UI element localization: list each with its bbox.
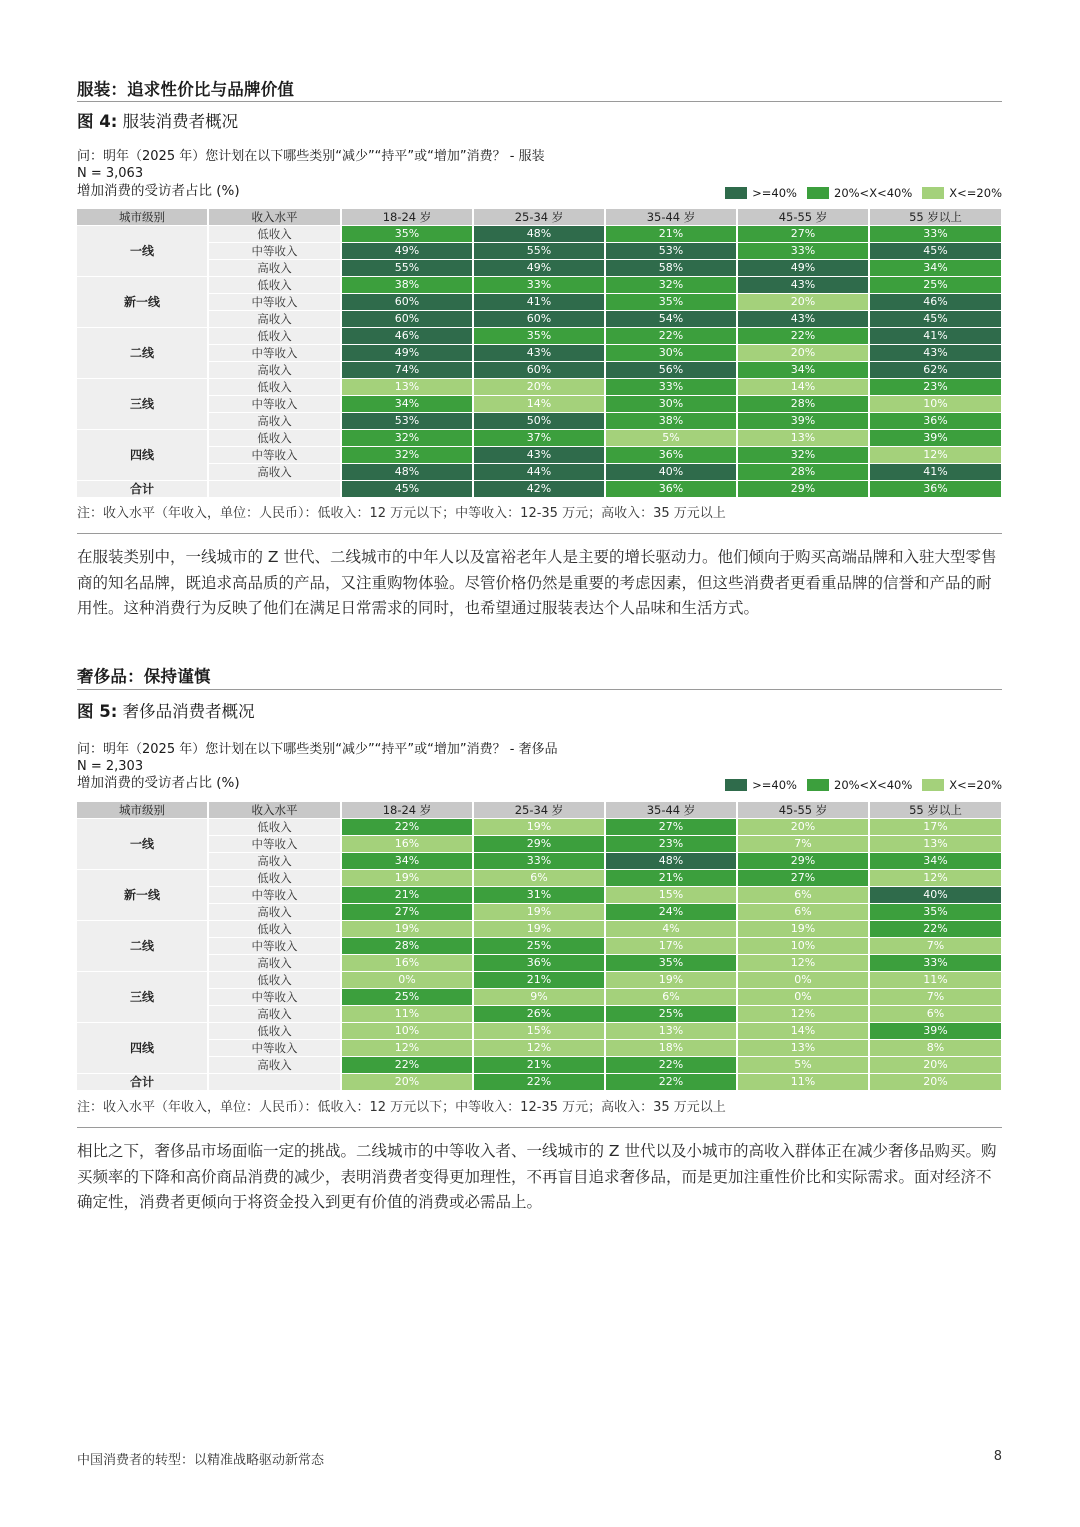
heatmap-table-apparel [77, 209, 1003, 498]
divider [77, 533, 1002, 534]
city-level-cell: 一线 [77, 819, 208, 870]
heatmap-cell: 46% [341, 328, 473, 345]
income-level-cell: 中等收入 [208, 447, 341, 464]
legend-swatch [807, 187, 829, 199]
section-title: 服装：追求性价比与品牌价值 [77, 80, 295, 99]
heatmap-cell: 62% [869, 362, 1002, 379]
income-level-cell: 中等收入 [208, 1040, 341, 1057]
income-level-cell: 低收入 [208, 379, 341, 396]
heatmap-cell: 48% [605, 853, 737, 870]
income-level-cell: 低收入 [208, 328, 341, 345]
heatmap-total-cell: 45% [341, 481, 473, 498]
heatmap-cell: 46% [869, 294, 1002, 311]
heatmap-cell: 45% [869, 311, 1002, 328]
heatmap-cell: 22% [341, 819, 473, 836]
heatmap-cell: 20% [737, 819, 869, 836]
figure-title [77, 698, 255, 722]
heatmap-cell: 19% [473, 904, 605, 921]
heatmap-cell: 25% [341, 989, 473, 1006]
chart-subtitle: 增加消费的受访者占比 (%) [77, 183, 240, 199]
table-row [77, 328, 1002, 345]
table-row [77, 819, 1002, 836]
heatmap-cell: 38% [605, 413, 737, 430]
heatmap-cell: 21% [473, 972, 605, 989]
body-paragraph: 在服装类别中，一线城市的 Z 世代、二线城市的中年人以及富裕老年人是主要的增长驱动力。他们倾向于购买高端品牌和入驻大型零售商的知名品牌，既追求高品质的产品，又注重购物体验。尽管价格仍然是重要的考虑因素，但这些消费者更看重品牌的信誉和产品的耐用性。这种消费行为反映了他们在满足日常需求的同时，也希望通过服装表达个人品味和生活方式。 [77, 548, 997, 617]
heatmap-cell: 36% [869, 413, 1002, 430]
income-level-cell: 中等收入 [208, 989, 341, 1006]
heatmap-cell: 21% [341, 887, 473, 904]
city-level-cell: 一线 [77, 226, 208, 277]
city-level-cell: 四线 [77, 1023, 208, 1074]
heatmap-cell: 34% [869, 260, 1002, 277]
legend [725, 778, 1002, 792]
table-row [77, 938, 1002, 955]
legend-swatch [807, 779, 829, 791]
question-text: 问：明年（2025 年）您计划在以下哪些类别“减少”“持平”或“增加”消费？ - 服装 [77, 149, 545, 164]
blank-cell [208, 481, 341, 498]
heatmap-cell: 19% [737, 921, 869, 938]
table-row [77, 464, 1002, 481]
heatmap-cell: 21% [605, 226, 737, 243]
section-title: 奢侈品：保持谨慎 [77, 667, 211, 686]
total-label: 合计 [77, 481, 208, 498]
heatmap-cell: 34% [869, 853, 1002, 870]
heatmap-cell: 56% [605, 362, 737, 379]
income-level-cell: 高收入 [208, 904, 341, 921]
column-header: 城市级别 [77, 802, 208, 819]
blank-cell [208, 1074, 341, 1091]
heatmap-total-cell: 20% [341, 1074, 473, 1091]
heatmap-cell: 41% [869, 328, 1002, 345]
column-header: 45-55 岁 [737, 802, 869, 819]
heatmap-cell: 19% [341, 921, 473, 938]
legend-item-mid: 20%<X<40% [807, 778, 912, 792]
figure-name: 服装消费者概况 [122, 112, 239, 131]
heatmap-cell: 33% [737, 243, 869, 260]
column-header: 55 岁以上 [869, 802, 1002, 819]
column-header: 25-34 岁 [473, 802, 605, 819]
heatmap-cell: 60% [473, 362, 605, 379]
heatmap-cell: 14% [737, 379, 869, 396]
heatmap-cell: 7% [869, 989, 1002, 1006]
income-level-cell: 高收入 [208, 260, 341, 277]
heatmap-cell: 55% [341, 260, 473, 277]
heatmap-cell: 39% [869, 1023, 1002, 1040]
heatmap-cell: 33% [473, 853, 605, 870]
income-level-cell: 中等收入 [208, 887, 341, 904]
heatmap-cell: 43% [737, 277, 869, 294]
heatmap-total-cell: 36% [605, 481, 737, 498]
heatmap-cell: 12% [869, 447, 1002, 464]
heatmap-cell: 22% [605, 1057, 737, 1074]
heatmap-cell: 20% [869, 1057, 1002, 1074]
heatmap-cell: 16% [341, 955, 473, 972]
income-level-cell: 高收入 [208, 1057, 341, 1074]
heatmap-cell: 5% [605, 430, 737, 447]
heatmap-cell: 33% [869, 226, 1002, 243]
table-row [77, 277, 1002, 294]
table-row [77, 904, 1002, 921]
table-row [77, 260, 1002, 277]
heatmap-cell: 50% [473, 413, 605, 430]
heatmap-cell: 22% [341, 1057, 473, 1074]
figure-title [77, 108, 238, 132]
heatmap-cell: 19% [473, 819, 605, 836]
heatmap-cell: 36% [473, 955, 605, 972]
heatmap-cell: 19% [473, 921, 605, 938]
legend [725, 186, 1002, 200]
legend-item-low: X<=20% [922, 778, 1002, 792]
heatmap-cell: 5% [737, 1057, 869, 1074]
heatmap-cell: 39% [869, 430, 1002, 447]
heatmap-cell: 49% [341, 345, 473, 362]
heatmap-cell: 0% [737, 972, 869, 989]
column-header: 35-44 岁 [605, 802, 737, 819]
heatmap-cell: 22% [737, 328, 869, 345]
column-header: 18-24 岁 [341, 802, 473, 819]
column-header: 收入水平 [208, 802, 341, 819]
heatmap-cell: 25% [605, 1006, 737, 1023]
heatmap-cell: 54% [605, 311, 737, 328]
question-text: 问：明年（2025 年）您计划在以下哪些类别“减少”“持平”或“增加”消费？ - 奢侈品 [77, 742, 558, 757]
heatmap-cell: 74% [341, 362, 473, 379]
divider [77, 689, 1002, 690]
heatmap-cell: 39% [737, 413, 869, 430]
legend-item-low: X<=20% [922, 186, 1002, 200]
heatmap-cell: 32% [341, 430, 473, 447]
table-row [77, 345, 1002, 362]
heatmap-cell: 14% [473, 396, 605, 413]
heatmap-cell: 7% [737, 836, 869, 853]
income-level-cell: 中等收入 [208, 938, 341, 955]
heatmap-cell: 41% [473, 294, 605, 311]
heatmap-cell: 32% [341, 447, 473, 464]
heatmap-cell: 4% [605, 921, 737, 938]
heatmap-cell: 13% [341, 379, 473, 396]
heatmap-cell: 13% [605, 1023, 737, 1040]
heatmap-cell: 9% [473, 989, 605, 1006]
table-note: 注：收入水平（年收入，单位：人民币）：低收入：12 万元以下；中等收入：12-35 万元；高收入：35 万元以上 [77, 1100, 726, 1115]
table-row [77, 836, 1002, 853]
legend-item-high: >=40% [725, 186, 797, 200]
heatmap-cell: 41% [869, 464, 1002, 481]
heatmap-cell: 10% [341, 1023, 473, 1040]
income-level-cell: 低收入 [208, 870, 341, 887]
heatmap-cell: 13% [737, 1040, 869, 1057]
heatmap-cell: 43% [737, 311, 869, 328]
heatmap-total-cell: 36% [869, 481, 1002, 498]
column-header: 18-24 岁 [341, 209, 473, 226]
legend-item-high: >=40% [725, 778, 797, 792]
table-row [77, 1006, 1002, 1023]
table-row [77, 362, 1002, 379]
heatmap-cell: 0% [737, 989, 869, 1006]
column-header: 城市级别 [77, 209, 208, 226]
divider [77, 1127, 1002, 1128]
heatmap-cell: 10% [737, 938, 869, 955]
total-row [77, 481, 1002, 498]
heatmap-cell: 35% [869, 904, 1002, 921]
heatmap-cell: 44% [473, 464, 605, 481]
heatmap-cell: 8% [869, 1040, 1002, 1057]
table-row [77, 294, 1002, 311]
heatmap-cell: 12% [341, 1040, 473, 1057]
table-row [77, 989, 1002, 1006]
heatmap-total-cell: 11% [737, 1074, 869, 1091]
heatmap-cell: 14% [737, 1023, 869, 1040]
table-row [77, 430, 1002, 447]
heatmap-cell: 27% [737, 226, 869, 243]
heatmap-cell: 35% [605, 294, 737, 311]
column-header: 收入水平 [208, 209, 341, 226]
heatmap-cell: 0% [341, 972, 473, 989]
table-row [77, 1023, 1002, 1040]
heatmap-cell: 26% [473, 1006, 605, 1023]
heatmap-cell: 23% [605, 836, 737, 853]
heatmap-cell: 25% [473, 938, 605, 955]
heatmap-cell: 60% [473, 311, 605, 328]
legend-swatch [725, 187, 747, 199]
heatmap-cell: 17% [869, 819, 1002, 836]
table-row [77, 870, 1002, 887]
heatmap-cell: 7% [869, 938, 1002, 955]
heatmap-cell: 53% [605, 243, 737, 260]
heatmap-cell: 25% [869, 277, 1002, 294]
income-level-cell: 低收入 [208, 277, 341, 294]
city-level-cell: 三线 [77, 972, 208, 1023]
heatmap-cell: 22% [869, 921, 1002, 938]
income-level-cell: 中等收入 [208, 836, 341, 853]
table-row [77, 1040, 1002, 1057]
table-row [77, 243, 1002, 260]
table-row [77, 1057, 1002, 1074]
heatmap-cell: 28% [341, 938, 473, 955]
heatmap-cell: 32% [737, 447, 869, 464]
heatmap-cell: 49% [737, 260, 869, 277]
income-level-cell: 低收入 [208, 972, 341, 989]
heatmap-cell: 36% [605, 447, 737, 464]
heatmap-total-cell: 22% [605, 1074, 737, 1091]
total-row [77, 1074, 1002, 1091]
heatmap-cell: 34% [737, 362, 869, 379]
heatmap-cell: 29% [737, 853, 869, 870]
heatmap-cell: 11% [869, 972, 1002, 989]
heatmap-cell: 60% [341, 294, 473, 311]
heatmap-total-cell: 22% [473, 1074, 605, 1091]
city-level-cell: 二线 [77, 921, 208, 972]
income-level-cell: 低收入 [208, 819, 341, 836]
heatmap-cell: 16% [341, 836, 473, 853]
figure-name: 奢侈品消费者概况 [122, 702, 255, 721]
heatmap-cell: 30% [605, 396, 737, 413]
income-level-cell: 低收入 [208, 1023, 341, 1040]
heatmap-cell: 6% [869, 1006, 1002, 1023]
heatmap-total-cell: 29% [737, 481, 869, 498]
income-level-cell: 低收入 [208, 430, 341, 447]
heatmap-cell: 35% [605, 955, 737, 972]
column-header: 25-34 岁 [473, 209, 605, 226]
heatmap-cell: 34% [341, 853, 473, 870]
heatmap-cell: 33% [869, 955, 1002, 972]
heatmap-cell: 10% [869, 396, 1002, 413]
heatmap-cell: 33% [605, 379, 737, 396]
sample-size: N = 2,303 [77, 759, 144, 774]
income-level-cell: 高收入 [208, 362, 341, 379]
heatmap-cell: 43% [473, 447, 605, 464]
table-row [77, 379, 1002, 396]
heatmap-cell: 32% [605, 277, 737, 294]
table-row [77, 887, 1002, 904]
heatmap-cell: 18% [605, 1040, 737, 1057]
heatmap-cell: 11% [341, 1006, 473, 1023]
body-paragraph: 相比之下，奢侈品市场面临一定的挑战。二线城市的中等收入者、一线城市的 Z 世代以及小城市的高收入群体正在减少奢侈品购买。购买频率的下降和高价商品消费的减少，表明消费者变得更加理性，不再盲目追求奢侈品，而是更加注重性价比和实际需求。面对经济不确定性，消费者更倾向于将资金投入到更有价值的消费或必需品上。 [77, 1142, 997, 1211]
heatmap-cell: 33% [473, 277, 605, 294]
heatmap-cell: 48% [341, 464, 473, 481]
income-level-cell: 高收入 [208, 413, 341, 430]
heatmap-cell: 40% [869, 887, 1002, 904]
income-level-cell: 高收入 [208, 1006, 341, 1023]
heatmap-cell: 12% [737, 955, 869, 972]
heatmap-cell: 45% [869, 243, 1002, 260]
heatmap-cell: 35% [341, 226, 473, 243]
heatmap-cell: 37% [473, 430, 605, 447]
city-level-cell: 新一线 [77, 870, 208, 921]
heatmap-table-luxury [77, 802, 1003, 1091]
income-level-cell: 中等收入 [208, 243, 341, 260]
table-row [77, 413, 1002, 430]
heatmap-cell: 31% [473, 887, 605, 904]
heatmap-cell: 60% [341, 311, 473, 328]
heatmap-cell: 28% [737, 396, 869, 413]
heatmap-cell: 48% [473, 226, 605, 243]
table-row [77, 311, 1002, 328]
total-label: 合计 [77, 1074, 208, 1091]
heatmap-cell: 24% [605, 904, 737, 921]
heatmap-cell: 53% [341, 413, 473, 430]
heatmap-total-cell: 42% [473, 481, 605, 498]
figure-label: 图 5: [77, 702, 118, 721]
heatmap-cell: 19% [341, 870, 473, 887]
income-level-cell: 高收入 [208, 464, 341, 481]
table-row [77, 447, 1002, 464]
table-note: 注：收入水平（年收入，单位：人民币）：低收入：12 万元以下；中等收入：12-35 万元；高收入：35 万元以上 [77, 506, 726, 521]
heatmap-cell: 22% [605, 328, 737, 345]
heatmap-cell: 6% [737, 904, 869, 921]
heatmap-cell: 15% [605, 887, 737, 904]
column-header: 45-55 岁 [737, 209, 869, 226]
city-level-cell: 三线 [77, 379, 208, 430]
table-row [77, 955, 1002, 972]
city-level-cell: 四线 [77, 430, 208, 481]
income-level-cell: 高收入 [208, 853, 341, 870]
heatmap-cell: 40% [605, 464, 737, 481]
figure-label: 图 4: [77, 112, 118, 131]
heatmap-cell: 20% [737, 345, 869, 362]
heatmap-total-cell: 20% [869, 1074, 1002, 1091]
legend-item-mid: 20%<X<40% [807, 186, 912, 200]
heatmap-cell: 17% [605, 938, 737, 955]
income-level-cell: 中等收入 [208, 396, 341, 413]
column-header: 55 岁以上 [869, 209, 1002, 226]
heatmap-cell: 12% [869, 870, 1002, 887]
chart-subtitle: 增加消费的受访者占比 (%) [77, 775, 240, 791]
heatmap-cell: 21% [473, 1057, 605, 1074]
heatmap-cell: 34% [341, 396, 473, 413]
table-row [77, 921, 1002, 938]
heatmap-cell: 23% [869, 379, 1002, 396]
heatmap-cell: 58% [605, 260, 737, 277]
heatmap-cell: 12% [473, 1040, 605, 1057]
legend-swatch [922, 779, 944, 791]
heatmap-cell: 29% [473, 836, 605, 853]
city-level-cell: 二线 [77, 328, 208, 379]
heatmap-cell: 20% [737, 294, 869, 311]
income-level-cell: 低收入 [208, 921, 341, 938]
heatmap-cell: 27% [341, 904, 473, 921]
heatmap-cell: 12% [737, 1006, 869, 1023]
column-header: 35-44 岁 [605, 209, 737, 226]
heatmap-cell: 6% [605, 989, 737, 1006]
legend-swatch [725, 779, 747, 791]
income-level-cell: 中等收入 [208, 345, 341, 362]
heatmap-cell: 6% [737, 887, 869, 904]
income-level-cell: 高收入 [208, 955, 341, 972]
heatmap-cell: 49% [341, 243, 473, 260]
income-level-cell: 低收入 [208, 226, 341, 243]
heatmap-cell: 19% [605, 972, 737, 989]
income-level-cell: 高收入 [208, 311, 341, 328]
heatmap-cell: 30% [605, 345, 737, 362]
heatmap-cell: 13% [737, 430, 869, 447]
table-row [77, 853, 1002, 870]
heatmap-cell: 13% [869, 836, 1002, 853]
heatmap-cell: 49% [473, 260, 605, 277]
heatmap-cell: 6% [473, 870, 605, 887]
heatmap-cell: 27% [605, 819, 737, 836]
page-number: 8 [993, 1449, 1002, 1464]
table-row [77, 226, 1002, 243]
heatmap-cell: 27% [737, 870, 869, 887]
heatmap-cell: 55% [473, 243, 605, 260]
heatmap-cell: 28% [737, 464, 869, 481]
sample-size: N = 3,063 [77, 166, 144, 181]
heatmap-cell: 35% [473, 328, 605, 345]
legend-swatch [922, 187, 944, 199]
footer-text: 中国消费者的转型：以精准战略驱动新常态 [77, 1453, 325, 1468]
table-row [77, 972, 1002, 989]
city-level-cell: 新一线 [77, 277, 208, 328]
heatmap-cell: 43% [869, 345, 1002, 362]
income-level-cell: 中等收入 [208, 294, 341, 311]
heatmap-cell: 38% [341, 277, 473, 294]
table-row [77, 396, 1002, 413]
heatmap-cell: 21% [605, 870, 737, 887]
heatmap-cell: 15% [473, 1023, 605, 1040]
divider [77, 101, 1002, 102]
heatmap-cell: 43% [473, 345, 605, 362]
heatmap-cell: 20% [473, 379, 605, 396]
